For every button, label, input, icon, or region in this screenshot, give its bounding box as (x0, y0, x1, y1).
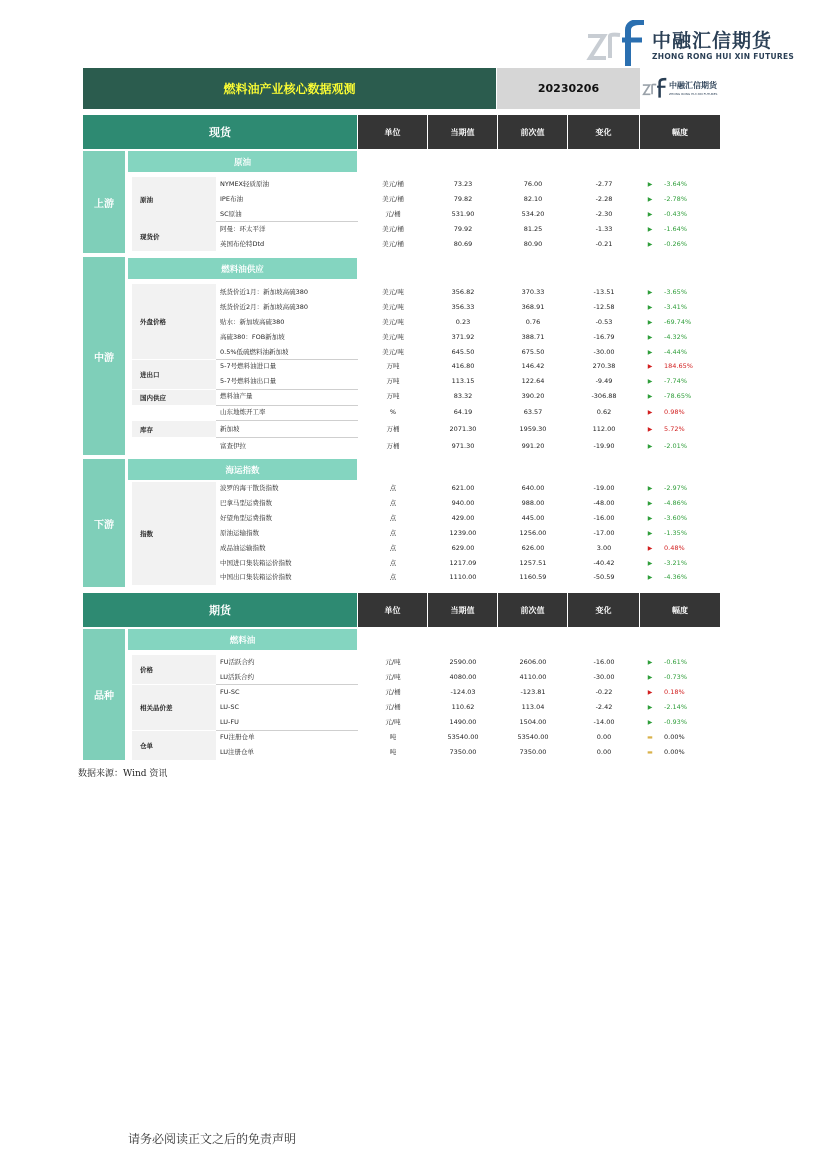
direction-arrow-icon: ▶ (647, 289, 653, 296)
row-change: -2.28 (595, 195, 613, 203)
row-unit: 万吨 (386, 362, 400, 370)
table-row (216, 730, 720, 745)
row-previous: 53540.00 (517, 733, 549, 741)
row-unit: 元/桶 (385, 688, 401, 696)
row-change: -50.59 (593, 573, 615, 581)
row-previous: 640.00 (521, 484, 545, 492)
direction-arrow-icon: ▶ (647, 226, 653, 233)
direction-arrow-icon: ▶ (647, 181, 653, 188)
col-pct: 幅度 (640, 115, 720, 149)
table-row (216, 374, 720, 389)
direction-arrow-icon: ▶ (647, 363, 653, 370)
direction-arrow-icon: ▶ (647, 409, 653, 416)
row-previous: 4110.00 (519, 673, 547, 681)
table-row (216, 345, 720, 360)
row-change: -13.51 (593, 288, 615, 296)
row-previous: 1257.51 (519, 559, 547, 567)
row-current: 629.00 (451, 544, 475, 552)
row-unit: 万吨 (386, 392, 400, 400)
row-change: -1.33 (595, 225, 613, 233)
row-pct: -0.93% (664, 718, 687, 726)
row-change: -2.77 (595, 180, 613, 188)
table-row (216, 670, 720, 685)
category-spread: 相关品价差 (132, 685, 216, 730)
table-row (216, 330, 720, 345)
row-change: 112.00 (592, 425, 616, 433)
row-previous: 1160.59 (519, 573, 547, 581)
row-current: 73.23 (453, 180, 473, 188)
row-pct: -3.41% (664, 303, 687, 311)
col-change: 变化 (568, 115, 639, 149)
col-pct: 幅度 (640, 593, 720, 627)
row-unit: 万桶 (386, 425, 400, 433)
row-name: LU注册仓单 (220, 748, 255, 756)
stage-downstream: 下游 (83, 459, 125, 587)
direction-arrow-icon: ▶ (647, 393, 653, 400)
data-source-note: 数据来源：Wind 资讯 (78, 769, 168, 779)
row-name: 成品油运输指数 (220, 544, 266, 552)
row-unit: 美元/吨 (382, 333, 404, 341)
row-name: 英国布伦特Dtd (220, 240, 265, 248)
banner-shipping: 海运指数 (128, 459, 357, 480)
col-current: 当期值 (428, 593, 497, 627)
direction-arrow-icon: ▶ (647, 674, 653, 681)
row-current: 80.69 (453, 240, 473, 248)
title-logo-english: ZHONG RONG HUI XIN FUTURES (669, 92, 718, 96)
row-current: 940.00 (451, 499, 475, 507)
row-name: 5-7号燃料油出口量 (220, 377, 277, 385)
table-row (216, 556, 720, 571)
row-current: -124.03 (450, 688, 476, 696)
direction-arrow-icon: ▶ (647, 211, 653, 218)
banner-crude: 原油 (128, 151, 357, 172)
row-previous: 81.25 (523, 225, 543, 233)
row-change: -306.88 (591, 392, 617, 400)
direction-arrow-icon: ▶ (647, 719, 653, 726)
table-row (216, 177, 720, 192)
direction-arrow-icon: ▶ (647, 530, 653, 537)
row-pct: -2.78% (664, 195, 687, 203)
direction-arrow-icon: ▶ (647, 196, 653, 203)
disclaimer-footer: 请务必阅读正文之后的免责声明 (128, 1132, 297, 1146)
row-change: -16.79 (593, 333, 615, 341)
report-date: 20230206 (497, 68, 640, 109)
company-logo (586, 18, 795, 66)
row-pct: 184.65% (664, 362, 693, 370)
direction-arrow-icon: ▶ (647, 704, 653, 711)
row-unit: 美元/吨 (382, 348, 404, 356)
row-pct: 0.00% (664, 748, 685, 756)
row-unit: 点 (389, 499, 397, 507)
row-unit: 元/吨 (385, 673, 401, 681)
row-pct: 0.48% (664, 544, 685, 552)
table-row (216, 422, 720, 437)
row-pct: -69.74% (664, 318, 692, 326)
direction-arrow-icon: ▶ (647, 485, 653, 492)
col-previous: 前次值 (498, 593, 567, 627)
logo-chinese-name: 中融汇信期货 (652, 30, 773, 52)
table-row (216, 685, 720, 700)
row-pct: -3.21% (664, 559, 687, 567)
row-current: 1217.09 (449, 559, 477, 567)
futures-section-title: 期货 (83, 593, 357, 627)
row-name: FU注册仓单 (220, 733, 255, 741)
banner-fuel-supply: 燃料油供应 (128, 258, 357, 279)
category-warehouse: 仓单 (132, 731, 216, 760)
row-name: LU-SC (220, 703, 240, 711)
row-change: -40.42 (593, 559, 615, 567)
row-change: -9.49 (595, 377, 613, 385)
row-previous: 146.42 (521, 362, 545, 370)
row-previous: 63.57 (523, 408, 543, 416)
row-name: 好望角型运费指数 (220, 514, 272, 522)
futures-section-header (83, 593, 720, 627)
row-change: -2.42 (595, 703, 613, 711)
stage-variety: 品种 (83, 629, 125, 760)
table-row (216, 481, 720, 496)
table-row (216, 511, 720, 526)
row-previous: 445.00 (521, 514, 545, 522)
row-previous: 1256.00 (519, 529, 547, 537)
direction-arrow-icon: ▶ (647, 378, 653, 385)
row-previous: 76.00 (523, 180, 543, 188)
row-unit: % (389, 408, 397, 416)
table-row (216, 496, 720, 511)
row-change: -48.00 (593, 499, 615, 507)
row-unit: 点 (389, 484, 397, 492)
direction-arrow-icon: ▶ (647, 515, 653, 522)
row-pct: -0.26% (664, 240, 687, 248)
row-current: 53540.00 (447, 733, 479, 741)
row-name: 中国出口集装箱运价指数 (220, 573, 292, 581)
row-current: 83.32 (453, 392, 473, 400)
row-name: 山东地炼开工率 (220, 408, 266, 416)
row-current: 356.82 (451, 288, 475, 296)
row-previous: 991.20 (521, 442, 545, 450)
table-row (216, 715, 720, 730)
table-row (216, 541, 720, 556)
col-current: 当期值 (428, 115, 497, 149)
row-current: 356.33 (451, 303, 475, 311)
table-row (216, 405, 720, 420)
table-row (216, 526, 720, 541)
row-current: 2590.00 (449, 658, 477, 666)
row-unit: 万吨 (386, 377, 400, 385)
row-name: 阿曼：环太平洋 (220, 225, 266, 233)
row-unit: 美元/吨 (382, 318, 404, 326)
row-unit: 点 (389, 529, 397, 537)
row-name: 巴拿马型运费指数 (220, 499, 272, 507)
row-change: -17.00 (593, 529, 615, 537)
row-unit: 美元/吨 (382, 303, 404, 311)
report-title: 燃料油产业核心数据观测 (83, 68, 496, 109)
row-current: 621.00 (451, 484, 475, 492)
row-unit: 元/桶 (385, 703, 401, 711)
row-name: SC原油 (220, 210, 242, 218)
row-previous: 388.71 (521, 333, 545, 341)
row-previous: 80.90 (523, 240, 543, 248)
row-current: 971.30 (451, 442, 475, 450)
table-row (216, 192, 720, 207)
row-change: -30.00 (593, 673, 615, 681)
title-bar (83, 68, 720, 109)
row-previous: 113.04 (521, 703, 545, 711)
row-previous: 0.76 (525, 318, 541, 326)
table-row (216, 655, 720, 670)
row-previous: 7350.00 (519, 748, 547, 756)
row-current: 531.90 (451, 210, 475, 218)
row-separator (216, 420, 358, 421)
zrf-logo-mark (586, 20, 648, 66)
row-current: 79.92 (453, 225, 473, 233)
row-change: -12.58 (593, 303, 615, 311)
row-name: IPE布油 (220, 195, 243, 203)
row-current: 110.62 (451, 703, 475, 711)
stage-midstream: 中游 (83, 257, 125, 455)
row-current: 4080.00 (449, 673, 477, 681)
col-unit: 单位 (358, 115, 427, 149)
row-pct: -3.64% (664, 180, 687, 188)
row-previous: 626.00 (521, 544, 545, 552)
row-name: 新加坡 (220, 425, 240, 433)
direction-arrow-icon: ▶ (647, 319, 653, 326)
direction-arrow-icon: ▬ (647, 749, 653, 756)
row-name: 波罗的海干散货指数 (220, 484, 279, 492)
row-name: LU活跃合约 (220, 673, 255, 681)
row-current: 1110.00 (449, 573, 477, 581)
row-unit: 点 (389, 544, 397, 552)
row-previous: -123.81 (520, 688, 546, 696)
row-pct: -1.64% (664, 225, 687, 233)
row-change: -19.00 (593, 484, 615, 492)
direction-arrow-icon: ▶ (647, 689, 653, 696)
direction-arrow-icon: ▶ (647, 560, 653, 567)
row-pct: -4.36% (664, 573, 687, 581)
row-current: 1490.00 (449, 718, 477, 726)
row-pct: 5.72% (664, 425, 685, 433)
row-pct: -4.32% (664, 333, 687, 341)
row-name: LU-FU (220, 718, 239, 726)
row-unit: 美元/桶 (382, 240, 404, 248)
stage-upstream: 上游 (83, 151, 125, 253)
category-domestic: 国内供应 (132, 390, 216, 405)
col-change: 变化 (568, 593, 639, 627)
row-previous: 370.33 (521, 288, 545, 296)
row-current: 79.82 (453, 195, 473, 203)
row-name: 燃料油产量 (220, 392, 253, 400)
row-change: 270.38 (592, 362, 616, 370)
row-unit: 美元/桶 (382, 225, 404, 233)
row-current: 64.19 (453, 408, 473, 416)
row-change: 3.00 (596, 544, 612, 552)
title-logo-chinese: 中融汇信期货 (669, 81, 717, 90)
row-previous: 390.20 (521, 392, 545, 400)
row-separator (216, 437, 358, 438)
row-unit: 美元/桶 (382, 195, 404, 203)
row-pct: -78.65% (664, 392, 692, 400)
row-change: -0.22 (595, 688, 613, 696)
row-change: -0.21 (595, 240, 613, 248)
category-price: 价格 (132, 655, 216, 684)
row-name: 0.5%低硫燃料油新加坡 (220, 348, 289, 356)
row-unit: 点 (389, 559, 397, 567)
row-pct: 0.00% (664, 733, 685, 741)
row-current: 113.15 (451, 377, 475, 385)
row-name: 高硫380：FOB新加坡 (220, 333, 285, 341)
row-unit: 美元/桶 (382, 180, 404, 188)
row-name: 纸货价近2月：新加坡高硫380 (220, 303, 309, 311)
category-inventory: 库存 (132, 421, 216, 437)
row-pct: -3.60% (664, 514, 687, 522)
row-current: 1239.00 (449, 529, 477, 537)
table-row (216, 439, 720, 454)
row-name: 中国进口集装箱运价指数 (220, 559, 292, 567)
category-index: 指数 (132, 482, 216, 585)
row-name: 富查伊拉 (220, 442, 246, 450)
row-unit: 吨 (389, 733, 397, 741)
banner-fuel-oil: 燃料油 (128, 629, 357, 650)
row-name: FU-SC (220, 688, 240, 696)
row-previous: 1504.00 (519, 718, 547, 726)
table-row (216, 745, 720, 760)
row-pct: -4.86% (664, 499, 687, 507)
title-logo (640, 68, 720, 109)
row-change: 0.62 (596, 408, 612, 416)
table-row (216, 700, 720, 715)
row-change: -19.90 (593, 442, 615, 450)
row-unit: 元/桶 (385, 210, 401, 218)
direction-arrow-icon: ▶ (647, 241, 653, 248)
row-name: 贴水：新加坡高硫380 (220, 318, 285, 326)
direction-arrow-icon: ▶ (647, 545, 653, 552)
row-previous: 988.00 (521, 499, 545, 507)
row-current: 7350.00 (449, 748, 477, 756)
row-pct: -2.14% (664, 703, 687, 711)
row-unit: 元/吨 (385, 718, 401, 726)
category-crude: 原油 (132, 177, 216, 222)
row-pct: -2.01% (664, 442, 687, 450)
row-change: -0.53 (595, 318, 613, 326)
row-name: FU活跃合约 (220, 658, 255, 666)
row-current: 645.50 (451, 348, 475, 356)
row-change: -2.30 (595, 210, 613, 218)
category-overseas: 外盘价格 (132, 284, 216, 359)
row-pct: -2.97% (664, 484, 687, 492)
direction-arrow-icon: ▶ (647, 334, 653, 341)
direction-arrow-icon: ▶ (647, 443, 653, 450)
table-row (216, 300, 720, 315)
row-pct: -1.35% (664, 529, 687, 537)
row-pct: 0.98% (664, 408, 685, 416)
direction-arrow-icon: ▶ (647, 349, 653, 356)
row-name: 5-7号燃料油进口量 (220, 362, 277, 370)
row-pct: -0.73% (664, 673, 687, 681)
table-row (216, 285, 720, 300)
direction-arrow-icon: ▶ (647, 574, 653, 581)
table-row (216, 315, 720, 330)
spot-section-header (83, 115, 720, 149)
row-name: 原油运输指数 (220, 529, 259, 537)
row-change: -30.00 (593, 348, 615, 356)
row-unit: 万桶 (386, 442, 400, 450)
row-previous: 1959.30 (519, 425, 547, 433)
direction-arrow-icon: ▶ (647, 659, 653, 666)
row-change: 0.00 (596, 748, 612, 756)
table-row (216, 570, 720, 585)
row-change: -16.00 (593, 514, 615, 522)
row-name: 纸货价近1月：新加坡高硫380 (220, 288, 309, 296)
row-pct: 0.18% (664, 688, 685, 696)
row-previous: 675.50 (521, 348, 545, 356)
row-pct: -7.74% (664, 377, 687, 385)
row-unit: 吨 (389, 748, 397, 756)
row-previous: 82.10 (523, 195, 543, 203)
row-pct: -3.65% (664, 288, 687, 296)
row-current: 416.80 (451, 362, 475, 370)
table-row (216, 222, 720, 237)
table-row (216, 207, 720, 222)
row-unit: 点 (389, 514, 397, 522)
title-logo-mark (642, 77, 668, 99)
row-change: -16.00 (593, 658, 615, 666)
category-spot-price: 现货价 (132, 222, 216, 251)
direction-arrow-icon: ▶ (647, 426, 653, 433)
logo-english-name: ZHONG RONG HUI XIN FUTURES (652, 52, 795, 61)
row-unit: 美元/吨 (382, 288, 404, 296)
direction-arrow-icon: ▬ (647, 734, 653, 741)
row-change: -14.00 (593, 718, 615, 726)
table-row (216, 359, 720, 374)
row-unit: 元/吨 (385, 658, 401, 666)
row-current: 371.92 (451, 333, 475, 341)
row-previous: 534.20 (521, 210, 545, 218)
row-unit: 点 (389, 573, 397, 581)
row-previous: 122.64 (521, 377, 545, 385)
row-current: 429.00 (451, 514, 475, 522)
category-import-export: 进出口 (132, 360, 216, 389)
row-current: 2071.30 (449, 425, 477, 433)
spot-section-title: 现货 (83, 115, 357, 149)
row-pct: -0.61% (664, 658, 687, 666)
row-change: 0.00 (596, 733, 612, 741)
table-row (216, 389, 720, 404)
col-unit: 单位 (358, 593, 427, 627)
direction-arrow-icon: ▶ (647, 304, 653, 311)
col-previous: 前次值 (498, 115, 567, 149)
direction-arrow-icon: ▶ (647, 500, 653, 507)
row-previous: 368.91 (521, 303, 545, 311)
row-pct: -0.43% (664, 210, 687, 218)
row-pct: -4.44% (664, 348, 687, 356)
row-current: 0.23 (455, 318, 471, 326)
row-previous: 2606.00 (519, 658, 547, 666)
row-name: NYMEX轻质原油 (220, 180, 270, 188)
table-row (216, 237, 720, 252)
